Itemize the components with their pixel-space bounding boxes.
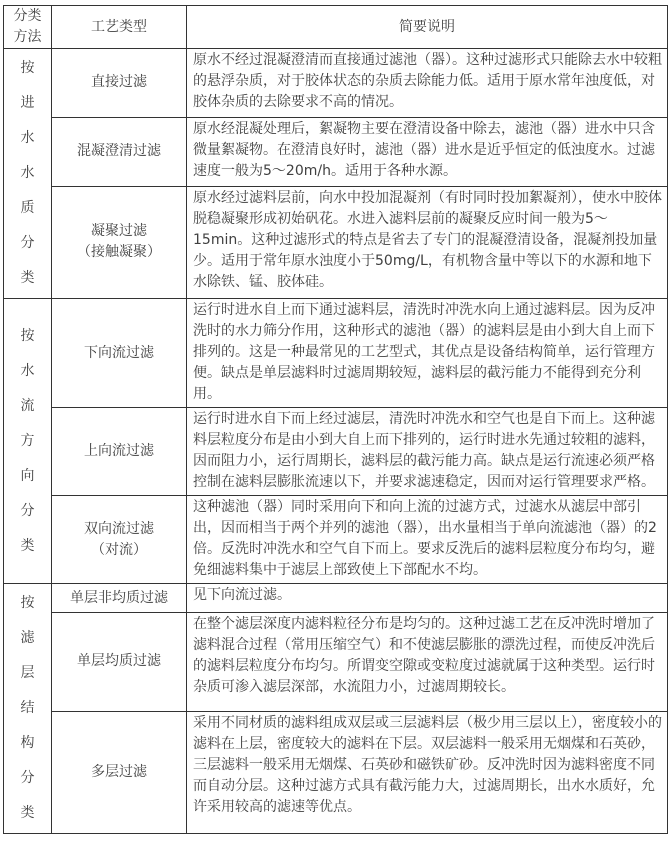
process-type-label: 混凝澄清过滤 — [77, 143, 161, 160]
table-row — [4, 584, 668, 613]
description-cell: 运行时进水自下而上经过滤层，清洗时冲洗水和空气也是自下而上。这种滤料层粒度分布是由小到大自上而下排列的，运行时进水先通过较粗的滤料，因而阻力小，运行周期长，滤料层的截污能力高。缺点是运行流速必须严格控制在滤料层膨胀流速以下，并要求滤速稳定，因而对运行管理要求严格。 — [187, 408, 668, 496]
description-cell: 原水经过滤料层前，向水中投加混凝剂（有时同时投加絮凝剂），使水中胶体脱稳凝聚形成初始矾花。水进入滤料层前的凝聚反应时间一般为5～15min。这种过滤形式的特点是省去了专门的混凝澄清设备，混凝剂投加量少。适用于常年原水浊度小于50mg/L，有机物含量中等以下的水源和地下水除铁、锰、胶体硅。 — [187, 186, 668, 298]
table-row — [4, 496, 668, 584]
filtration-process-table — [3, 5, 668, 834]
category-label: 按进水水质分类 — [20, 60, 35, 286]
process-type-cell — [52, 408, 187, 496]
table-row — [4, 186, 668, 298]
header-classification-method: 分类方法 — [4, 6, 52, 49]
category-cell-flow-direction — [4, 299, 52, 584]
process-type-label: 单层非均质过滤 — [70, 589, 168, 606]
process-type-cell — [52, 584, 187, 613]
description-cell: 运行时进水自上而下通过滤料层，清洗时冲洗水向上通过滤料层。因为反冲洗时的水力筛分作用，这种形式的滤池（器）的滤料层是由小到大自上而下排列的。这是一种最常见的工艺型式，其优点是设备结构简单，运行管理方便。缺点是单层滤料时过滤周期较短，滤料层的截污能力不能得到充分利用。 — [187, 299, 668, 408]
table-row — [4, 299, 668, 408]
page — [0, 5, 670, 834]
process-type-label: 凝聚过滤 — [91, 223, 147, 240]
category-cell-filter-layer-structure — [4, 584, 52, 834]
process-type-label: 下向流过滤 — [84, 344, 154, 361]
category-cell-inlet-water-quality — [4, 49, 52, 299]
table-row — [4, 117, 668, 186]
description-cell: 见下向流过滤。 — [187, 584, 668, 613]
description-cell: 原水不经过混凝澄清而直接通过滤池（器）。这种过滤形式只能除去水中较粗的悬浮杂质，对于胶体状态的杂质去除能力低。适用于原水常年浊度低，对胶体杂质的去除要求不高的情况。 — [187, 49, 668, 118]
description-cell: 采用不同材质的滤料组成双层或三层滤料层（极少用三层以上），密度较小的滤料在上层，密度较大的滤料在下层。双层滤料一般采用无烟煤和石英砂，三层滤料一般采用无烟煤、石英砂和磁铁矿砂。反冲洗时因为滤料密度不同而自动分层。这种过滤方式具有截污能力大，过滤周期长，出水水质好，允许采用较高的滤速等优点。 — [187, 711, 668, 833]
table-row — [4, 613, 668, 712]
process-type-cell — [52, 613, 187, 712]
description-cell: 原水经混凝处理后，絮凝物主要在澄清设备中除去，滤池（器）进水中只含微量絮凝物。在澄清良好时，滤池（器）进水是近乎恒定的低浊度水。过滤速度一般为5～20m/h。适用于各种水源。 — [187, 117, 668, 186]
process-type-cell — [52, 496, 187, 584]
process-type-cell — [52, 711, 187, 833]
description-cell: 在整个滤层深度内滤料粒径分布是均匀的。这种过滤工艺在反冲洗时增加了滤料混合过程（常用压缩空气）和不使滤层膨胀的漂洗过程，而使反冲洗后的滤料层粒度分布均匀。所谓变空隙或变粒度过滤就属于这种类型。运行时杂质可渗入滤层深部，水流阻力小，过滤周期较长。 — [187, 613, 668, 712]
process-type-cell — [52, 49, 187, 118]
header-description: 简要说明 — [187, 6, 668, 49]
process-type-cell — [52, 117, 187, 186]
header-row — [4, 6, 668, 49]
process-type-label-line2: （对流） — [91, 541, 147, 558]
category-label: 按滤层结构分类 — [20, 595, 35, 821]
process-type-label: 上向流过滤 — [84, 443, 154, 459]
process-type-label: 多层过滤 — [91, 763, 147, 780]
process-type-label: 双向流过滤 — [84, 520, 154, 537]
process-type-label-line2: （接触凝聚） — [77, 244, 161, 261]
table-row — [4, 49, 668, 118]
header-process-type: 工艺类型 — [52, 6, 187, 49]
table-row — [4, 711, 668, 833]
description-cell: 这种滤池（器）同时采用向下和向上流的过滤方式，过滤水从滤层中部引出，因而相当于两个并列的滤池（器），出水量相当于单向流滤池（器）的2倍。反洗时冲洗水和空气自下而上。要求反洗后的滤料层粒度分布均匀，避免细滤料集中于滤层上部致使上下部配水不均。 — [187, 496, 668, 584]
process-type-cell — [52, 186, 187, 298]
table-row — [4, 408, 668, 496]
process-type-cell — [52, 299, 187, 408]
process-type-label: 单层均质过滤 — [77, 653, 161, 670]
category-label: 按水流方向分类 — [20, 327, 35, 554]
process-type-label: 直接过滤 — [91, 74, 147, 91]
